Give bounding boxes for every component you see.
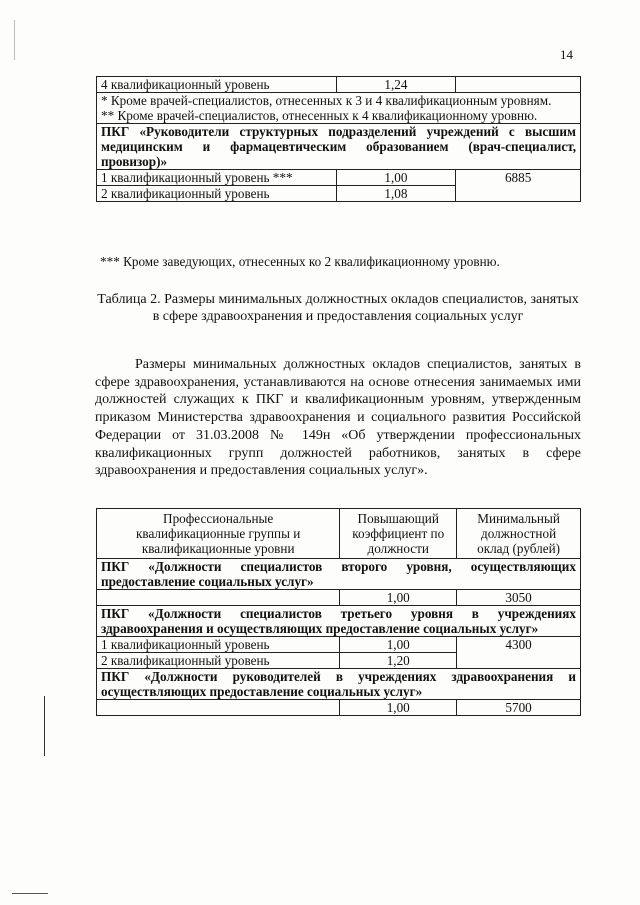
min-salary: 5700	[457, 700, 581, 716]
scan-artifact-left-mid	[44, 696, 45, 756]
table-row	[97, 559, 581, 590]
column-header-group: Профессиональные квалификационные группы и квалификационные уровни	[97, 509, 340, 559]
group-header: ПКГ «Должности специалистов третьего уровня в учреждениях здравоохранения и осуществляющих предоставление социальных услуг»	[97, 606, 581, 637]
column-header-coefficient: Повышающий коэффициент по должности	[340, 509, 457, 559]
table-row	[97, 590, 581, 606]
group-header: ПКГ «Должности специалистов второго уровня, осуществляющих предоставление социальных услуг»	[97, 559, 581, 590]
table-row	[97, 700, 581, 716]
page-number: 14	[560, 47, 573, 62]
coefficient: 1,00	[340, 590, 457, 606]
table-row	[97, 93, 581, 124]
group-header: ПКГ «Руководители структурных подразделений учреждений с высшим медицинским и фармацевтическим образованием (врач-специалист, провизор)»	[97, 124, 581, 170]
level-label	[97, 700, 340, 716]
column-header-salary: Минимальный должностной оклад (рублей)	[457, 509, 581, 559]
table-row	[97, 124, 581, 170]
note-line: ** Кроме врачей-специалистов, отнесенных к 4 квалификационному уровню.	[101, 108, 538, 123]
table-header-row	[97, 509, 581, 559]
level-label: 1 квалификационный уровень ***	[97, 170, 337, 186]
empty-cell	[456, 77, 581, 93]
level-label	[97, 590, 340, 606]
table-caption: Таблица 2. Размеры минимальных должностных окладов специалистов, занятых в сфере здравоохранения и предоставления социальных услуг	[97, 292, 579, 324]
level-label: 2 квалификационный уровень	[97, 653, 340, 669]
salary-table	[96, 508, 581, 716]
footnote: *** Кроме заведующих, отнесенных ко 2 квалификационному уровню.	[100, 254, 500, 269]
table-row	[97, 606, 581, 637]
min-salary: 6885	[456, 170, 581, 202]
coefficient: 1,00	[336, 170, 456, 186]
min-salary: 4300	[457, 637, 581, 669]
coefficient: 1,00	[340, 700, 457, 716]
coefficient: 1,08	[336, 186, 456, 202]
scan-artifact-left-top	[14, 20, 15, 60]
qualification-table-continued	[96, 76, 581, 202]
table-notes	[97, 93, 581, 124]
body-paragraph	[95, 356, 581, 480]
coefficient: 1,20	[340, 653, 457, 669]
level-label: 2 квалификационный уровень	[97, 186, 337, 202]
table-row	[97, 170, 581, 186]
coefficient: 1,24	[336, 77, 456, 93]
note-line: * Кроме врачей-специалистов, отнесенных к 3 и 4 квалификационным уровням.	[101, 93, 552, 108]
table-row	[97, 637, 581, 653]
level-label: 4 квалификационный уровень	[97, 77, 337, 93]
min-salary: 3050	[457, 590, 581, 606]
scan-artifact-bottom	[12, 893, 48, 894]
level-label: 1 квалификационный уровень	[97, 637, 340, 653]
group-header: ПКГ «Должности руководителей в учреждениях здравоохранения и осуществляющих предоставление социальных услуг»	[97, 669, 581, 700]
coefficient: 1,00	[340, 637, 457, 653]
table-row	[97, 77, 581, 93]
table-row	[97, 669, 581, 700]
paragraph-text: Размеры минимальных должностных окладов специалистов, занятых в сфере здравоохранения, устанавливаются на основе отнесения занимаемых ими должностей служащих к ПКГ и квалификационным уровням, утвержденным приказом Министерства здравоохранения и социального развития Российской Федерации от 31.03.2008 № 149н «Об утверждении профессиональных квалификационных групп должностей работников, занятых в сфере здравоохранения и предоставления социальных услуг».	[95, 357, 581, 479]
